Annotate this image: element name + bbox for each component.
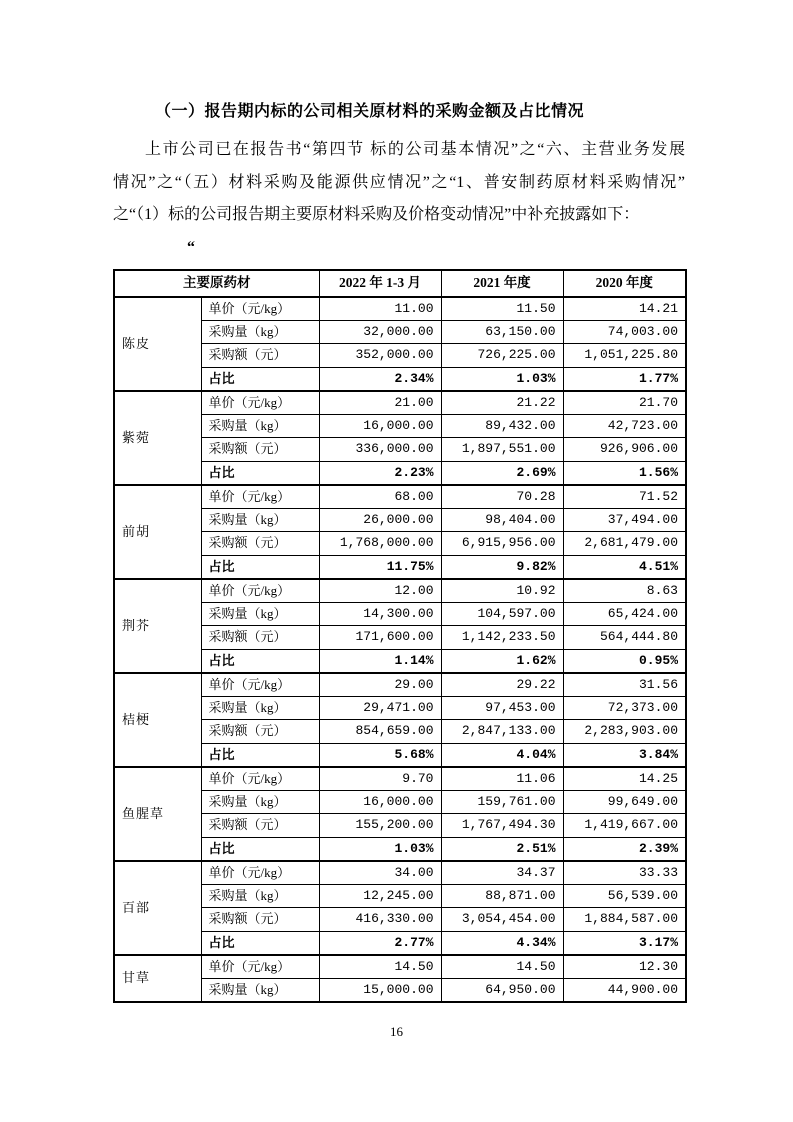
value-cell: 1,897,551.00 (441, 438, 563, 462)
value-cell: 21.00 (319, 391, 441, 415)
metric-label-cell: 占比 (201, 461, 319, 485)
value-cell: 2,681,479.00 (563, 532, 686, 556)
value-cell: 159,761.00 (441, 790, 563, 814)
metric-label-cell: 单价（元/kg） (201, 391, 319, 415)
table-row (114, 391, 686, 415)
value-cell: 5.68% (319, 743, 441, 767)
value-cell: 2.69% (441, 461, 563, 485)
metric-label-cell: 采购量（kg） (201, 978, 319, 1002)
value-cell: 564,444.80 (563, 626, 686, 650)
value-cell: 1,051,225.80 (563, 344, 686, 368)
value-cell: 9.82% (441, 555, 563, 579)
value-cell: 12.30 (563, 955, 686, 979)
column-header-2022: 2022 年 1-3 月 (319, 270, 441, 297)
value-cell: 4.34% (441, 931, 563, 955)
value-cell: 3.84% (563, 743, 686, 767)
value-cell: 97,453.00 (441, 696, 563, 720)
value-cell: 1.56% (563, 461, 686, 485)
value-cell: 12.00 (319, 579, 441, 603)
value-cell: 42,723.00 (563, 414, 686, 438)
value-cell: 1,142,233.50 (441, 626, 563, 650)
value-cell: 1,419,667.00 (563, 814, 686, 838)
material-name-cell: 荆芥 (114, 579, 201, 673)
paragraph-line: 上市公司已在报告书“第四节 标的公司基本情况”之“六、主营业务发展 (145, 141, 685, 158)
value-cell: 26,000.00 (319, 508, 441, 532)
value-cell: 2.51% (441, 837, 563, 861)
value-cell: 1.62% (441, 649, 563, 673)
metric-label-cell: 采购量（kg） (201, 320, 319, 344)
value-cell: 65,424.00 (563, 602, 686, 626)
value-cell: 1,884,587.00 (563, 908, 686, 932)
metric-label-cell: 采购额（元） (201, 438, 319, 462)
metric-label-cell: 采购额（元） (201, 626, 319, 650)
table-row (114, 767, 686, 791)
value-cell: 32,000.00 (319, 320, 441, 344)
value-cell: 1.03% (319, 837, 441, 861)
value-cell: 70.28 (441, 485, 563, 509)
page-number: 16 (390, 1024, 403, 1039)
value-cell: 171,600.00 (319, 626, 441, 650)
value-cell: 2,847,133.00 (441, 720, 563, 744)
metric-label-cell: 单价（元/kg） (201, 767, 319, 791)
value-cell: 352,000.00 (319, 344, 441, 368)
paragraph-line: 之“（1）标的公司报告期主要原材料采购及价格变动情况”中补充披露如下： (113, 206, 640, 223)
material-name-cell: 鱼腥草 (114, 767, 201, 861)
column-header-2020: 2020 年度 (563, 270, 686, 297)
value-cell: 21.70 (563, 391, 686, 415)
value-cell: 104,597.00 (441, 602, 563, 626)
metric-label-cell: 采购量（kg） (201, 696, 319, 720)
procurement-table (113, 269, 687, 1003)
metric-label-cell: 单价（元/kg） (201, 579, 319, 603)
metric-label-cell: 占比 (201, 555, 319, 579)
value-cell: 37,494.00 (563, 508, 686, 532)
value-cell: 2.23% (319, 461, 441, 485)
value-cell: 3.17% (563, 931, 686, 955)
table-row (114, 485, 686, 509)
value-cell: 854,659.00 (319, 720, 441, 744)
intro-paragraph (113, 134, 685, 232)
table-row (114, 861, 686, 885)
value-cell: 155,200.00 (319, 814, 441, 838)
value-cell: 1.03% (441, 367, 563, 391)
value-cell: 71.52 (563, 485, 686, 509)
metric-label-cell: 单价（元/kg） (201, 861, 319, 885)
value-cell: 16,000.00 (319, 414, 441, 438)
material-name-cell: 甘草 (114, 955, 201, 1002)
value-cell: 14.21 (563, 297, 686, 321)
value-cell: 34.37 (441, 861, 563, 885)
value-cell: 1.77% (563, 367, 686, 391)
value-cell: 9.70 (319, 767, 441, 791)
metric-label-cell: 采购量（kg） (201, 602, 319, 626)
metric-label-cell: 单价（元/kg） (201, 955, 319, 979)
value-cell: 99,649.00 (563, 790, 686, 814)
value-cell: 2.34% (319, 367, 441, 391)
value-cell: 2,283,903.00 (563, 720, 686, 744)
value-cell: 14.50 (441, 955, 563, 979)
value-cell: 29.00 (319, 673, 441, 697)
value-cell: 11.50 (441, 297, 563, 321)
value-cell: 44,900.00 (563, 978, 686, 1002)
metric-label-cell: 占比 (201, 367, 319, 391)
value-cell: 88,871.00 (441, 884, 563, 908)
value-cell: 14,300.00 (319, 602, 441, 626)
value-cell: 10.92 (441, 579, 563, 603)
metric-label-cell: 采购量（kg） (201, 884, 319, 908)
value-cell: 33.33 (563, 861, 686, 885)
page-content (113, 100, 685, 1003)
value-cell: 64,950.00 (441, 978, 563, 1002)
table-row (114, 579, 686, 603)
material-name-cell: 陈皮 (114, 297, 201, 391)
value-cell: 98,404.00 (441, 508, 563, 532)
table-row (114, 955, 686, 979)
metric-label-cell: 采购额（元） (201, 344, 319, 368)
value-cell: 4.51% (563, 555, 686, 579)
metric-label-cell: 占比 (201, 649, 319, 673)
value-cell: 72,373.00 (563, 696, 686, 720)
material-name-cell: 前胡 (114, 485, 201, 579)
value-cell: 0.95% (563, 649, 686, 673)
value-cell: 56,539.00 (563, 884, 686, 908)
metric-label-cell: 采购额（元） (201, 720, 319, 744)
quote-open-mark: “ (187, 238, 195, 256)
value-cell: 63,150.00 (441, 320, 563, 344)
value-cell: 16,000.00 (319, 790, 441, 814)
section-heading: （一）报告期内标的公司相关原材料的采购金额及占比情况 (155, 103, 585, 120)
value-cell: 1,768,000.00 (319, 532, 441, 556)
value-cell: 74,003.00 (563, 320, 686, 344)
value-cell: 29,471.00 (319, 696, 441, 720)
value-cell: 29.22 (441, 673, 563, 697)
value-cell: 1,767,494.30 (441, 814, 563, 838)
value-cell: 31.56 (563, 673, 686, 697)
metric-label-cell: 单价（元/kg） (201, 673, 319, 697)
value-cell: 3,054,454.00 (441, 908, 563, 932)
value-cell: 21.22 (441, 391, 563, 415)
metric-label-cell: 占比 (201, 837, 319, 861)
table-row (114, 297, 686, 321)
value-cell: 726,225.00 (441, 344, 563, 368)
value-cell: 11.06 (441, 767, 563, 791)
value-cell: 2.39% (563, 837, 686, 861)
metric-label-cell: 占比 (201, 743, 319, 767)
value-cell: 34.00 (319, 861, 441, 885)
value-cell: 89,432.00 (441, 414, 563, 438)
value-cell: 11.00 (319, 297, 441, 321)
value-cell: 68.00 (319, 485, 441, 509)
metric-label-cell: 采购额（元） (201, 532, 319, 556)
value-cell: 1.14% (319, 649, 441, 673)
paragraph-line: 情况”之“（五）材料采购及能源供应情况”之“1、普安制药原材料采购情况” (113, 173, 685, 191)
metric-label-cell: 采购额（元） (201, 908, 319, 932)
material-name-cell: 紫菀 (114, 391, 201, 485)
table-row (114, 673, 686, 697)
value-cell: 15,000.00 (319, 978, 441, 1002)
value-cell: 4.04% (441, 743, 563, 767)
value-cell: 416,330.00 (319, 908, 441, 932)
value-cell: 12,245.00 (319, 884, 441, 908)
value-cell: 14.50 (319, 955, 441, 979)
value-cell: 8.63 (563, 579, 686, 603)
value-cell: 336,000.00 (319, 438, 441, 462)
value-cell: 6,915,956.00 (441, 532, 563, 556)
material-name-cell: 桔梗 (114, 673, 201, 767)
metric-label-cell: 采购量（kg） (201, 508, 319, 532)
value-cell: 11.75% (319, 555, 441, 579)
table-header-row (114, 270, 686, 297)
metric-label-cell: 采购量（kg） (201, 414, 319, 438)
metric-label-cell: 单价（元/kg） (201, 485, 319, 509)
column-header-material: 主要原药材 (114, 270, 319, 297)
metric-label-cell: 采购额（元） (201, 814, 319, 838)
value-cell: 2.77% (319, 931, 441, 955)
value-cell: 926,906.00 (563, 438, 686, 462)
material-name-cell: 百部 (114, 861, 201, 955)
metric-label-cell: 采购量（kg） (201, 790, 319, 814)
metric-label-cell: 单价（元/kg） (201, 297, 319, 321)
column-header-2021: 2021 年度 (441, 270, 563, 297)
value-cell: 14.25 (563, 767, 686, 791)
table-body (114, 297, 686, 1002)
metric-label-cell: 占比 (201, 931, 319, 955)
